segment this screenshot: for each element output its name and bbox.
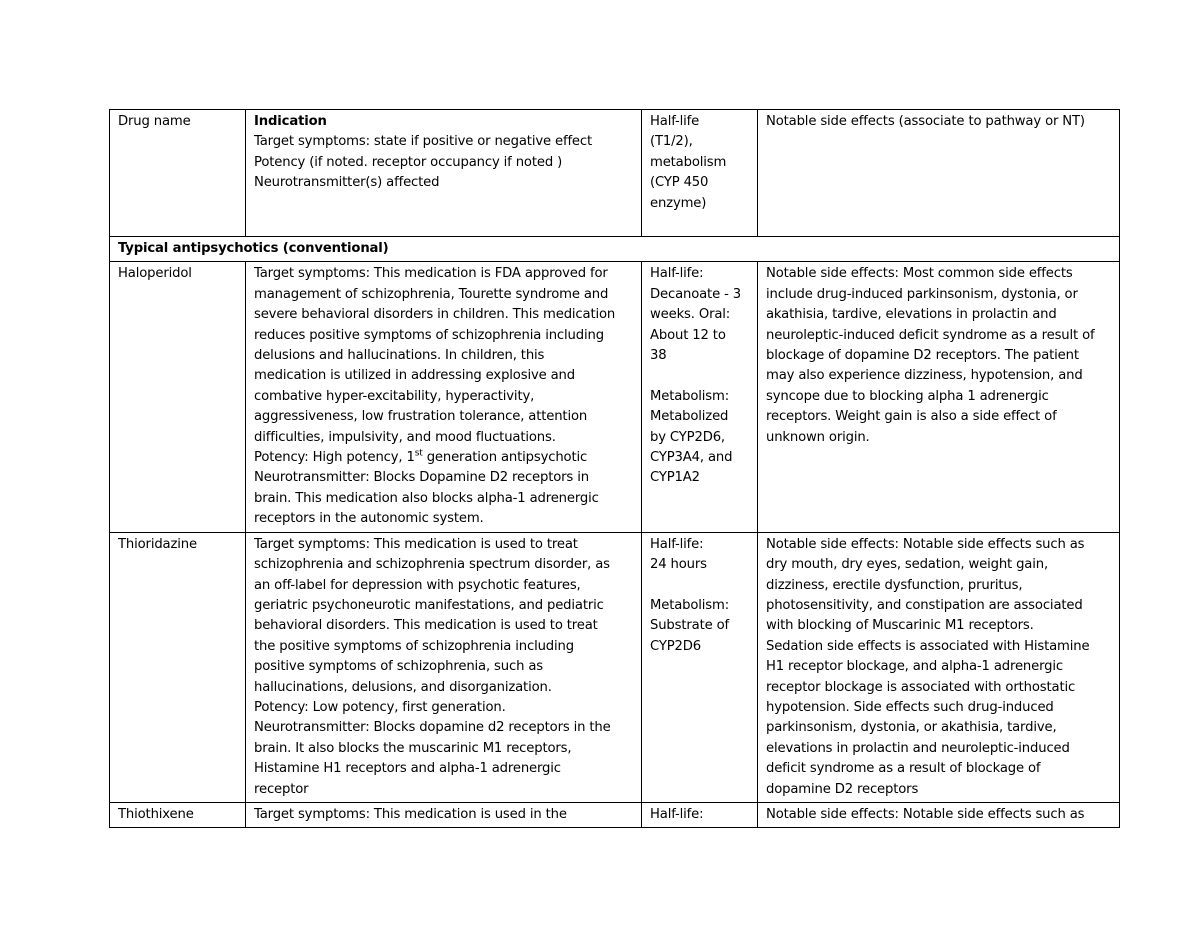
header-indication: Indication Target symptoms: state if positive or negative effect Potency (if noted. receptor occupancy if noted ) Neurotransmitter(s) affected (246, 110, 642, 237)
indication-cell: Target symptoms: This medication is FDA approved for management of schizophrenia, Tourette syndrome and severe behavioral disorders in children. This medication reduces positive symptoms of schizophrenia including delusions and hallucinations. In children, this medication is utilized in addressing explosive and combative hyper-excitability, hyperactivity, aggressiveness, low frustration tolerance, attention difficulties, impulsivity, and mood fluctuations. Potency: High potency, 1st generation antipsychotic Neurotransmitter: Blocks Dopamine D2 receptors in brain. This medication also blocks alpha-1 adrenergic receptors in the autonomic system. (246, 262, 642, 532)
drug-name-cell: Thiothixene (110, 802, 246, 827)
halflife-cell: Half-life: Decanoate - 3 weeks. Oral: About 12 to 38 Metabolism: Metabolized by CYP2D6, CYP3A4, and CYP1A2 (642, 262, 758, 532)
table-header-row (110, 110, 1120, 237)
antipsychotics-table (109, 109, 1120, 828)
indication-cell: Target symptoms: This medication is used in the (246, 802, 642, 827)
table-row (110, 802, 1120, 827)
table-row (110, 262, 1120, 532)
indication-cell: Target symptoms: This medication is used to treat schizophrenia and schizophrenia spectrum disorder, as an off-label for depression with psychotic features, geriatric psychoneurotic manifestations, and pediatric behavioral disorders. This medication is used to treat the positive symptoms of schizophrenia including positive symptoms of schizophrenia, such as hallucinations, delusions, and disorganization. Potency: Low potency, first generation. Neurotransmitter: Blocks dopamine d2 receptors in the brain. It also blocks the muscarinic M1 receptors, Histamine H1 receptors and alpha-1 adrenergic receptor (246, 532, 642, 802)
halflife-cell: Half-life: 24 hours Metabolism: Substrate of CYP2D6 (642, 532, 758, 802)
side-effects-cell: Notable side effects: Notable side effects such as dry mouth, dry eyes, sedation, weight gain, dizziness, erectile dysfunction, pruritus, photosensitivity, and constipation are associated with blocking of Muscarinic M1 receptors. Sedation side effects is associated with Histamine H1 receptor blockage, and alpha-1 adrenergic receptor blockage is associated with orthostatic hypotension. Side effects such drug-induced parkinsonism, dystonia, or akathisia, tardive, elevations in prolactin and neuroleptic-induced deficit syndrome as a result of blockage of dopamine D2 receptors (758, 532, 1120, 802)
side-effects-cell: Notable side effects: Notable side effects such as (758, 802, 1120, 827)
halflife-cell: Half-life: (642, 802, 758, 827)
drug-name-cell: Thioridazine (110, 532, 246, 802)
section-title: Typical antipsychotics (conventional) (118, 241, 389, 256)
section-title-cell (110, 237, 1120, 262)
header-halflife: Half-life (T1/2), metabolism (CYP 450 enzyme) (642, 110, 758, 237)
section-row (110, 237, 1120, 262)
potency-line: Potency: High potency, 1st generation antipsychotic (254, 448, 588, 466)
side-effects-cell: Notable side effects: Most common side effects include drug-induced parkinsonism, dystonia, or akathisia, tardive, elevations in prolactin and neuroleptic-induced deficit syndrome as a result of blockage of dopamine D2 receptors. The patient may also experience dizziness, hypotension, and syncope due to blocking alpha 1 adrenergic receptors. Weight gain is also a side effect of unknown origin. (758, 262, 1120, 532)
header-drug-name: Drug name (110, 110, 246, 237)
table-row (110, 532, 1120, 802)
indication-title: Indication (254, 114, 327, 129)
drug-name-cell: Haloperidol (110, 262, 246, 532)
header-side-effects: Notable side effects (associate to pathway or NT) (758, 110, 1120, 237)
